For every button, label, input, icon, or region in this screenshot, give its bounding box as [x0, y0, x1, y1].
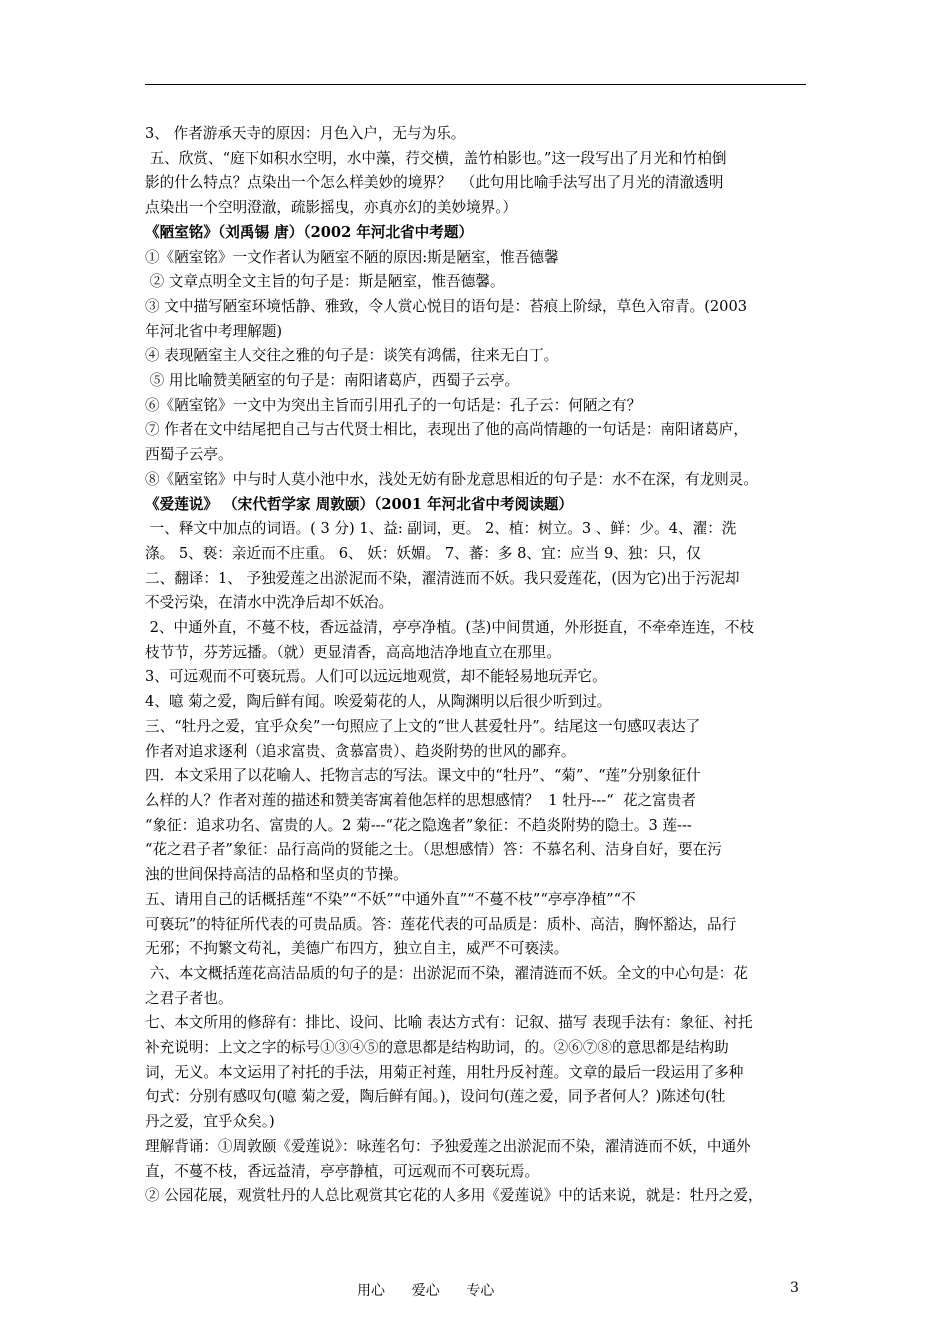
text-line: 一、释文中加点的词语。( 3 分) 1、益: 副词，更。 2、植：树立。3 、鲜：少。4、濯：洗: [145, 520, 737, 538]
text-line: 么样的人？作者对莲的描述和赞美寄寓着他怎样的思想感情？ 1 牡丹---“ 花之富贵者: [145, 791, 696, 809]
text-line: ③ 文中描写陋室环境恬静、雅致，令人赏心悦目的语句是：苔痕上阶绿，草色入帘青。(2003: [145, 297, 748, 315]
text-line: 3、 作者游承天寺的原因：月色入户，无与为乐。: [145, 125, 466, 142]
text-line: 3、可远观而不可亵玩焉。人们可以远远地观赏，却不能轻易地玩弄它。: [145, 668, 607, 686]
text-line: ⑤ 用比喻赞美陋室的句子是：南阳诸葛庐，西蜀子云亭。: [145, 372, 520, 390]
text-line: ⑦ 作者在文中结尾把自己与古代贤士相比，表现出了他的高尚情趣的一句话是：南阳诸葛庐，: [145, 421, 748, 439]
text-line: 年河北省中考理解题): [145, 322, 283, 340]
footer-motto: 用心 爱心 专心: [357, 1283, 495, 1299]
text-line: 2、中通外直，不蔓不枝，香远益清，亭亭净植。(茎)中间贯通，外形挺直，不牵牵连连，不枝: [145, 619, 755, 637]
text-line: 作者对追求逐利（追求富贵、贪慕富贵）、趋炎附势的世风的鄙弃。: [145, 742, 576, 760]
text-line: 点染出一个空明澄澈，疏影摇曳，亦真亦幻的美妙境界。）: [145, 199, 518, 217]
text-line: ①《陋室铭》一文作者认为陋室不陋的原因:斯是陋室，惟吾德馨: [145, 248, 559, 266]
text-line: 四．本文采用了以花喻人、托物言志的写法。课文中的“牡丹”、“菊”、“莲”分别象征什: [145, 767, 701, 785]
text-line: 影的什么特点？点染出一个怎么样美妙的境界？ （此句用比喻手法写出了月光的清澈透明: [145, 174, 724, 192]
page-number: 3: [790, 1280, 799, 1296]
text-line: 西蜀子云亭。: [145, 446, 233, 464]
text-line: 七、本文所用的修辞有：排比、设问、比喻 表达方式有：记叙、描写 表现手法有：象征、衬托: [145, 1014, 753, 1032]
text-line: 无邪；不拘繁文苟礼，美德广布四方，独立自主，威严不可亵渎。: [145, 940, 569, 958]
text-line: ② 文章点明全文主旨的句子是：斯是陋室，惟吾德馨。: [145, 273, 505, 291]
text-line: 可亵玩”的特征所代表的可贵品质。答：莲花代表的可品质是：质朴、高洁，胸怀豁达，品行: [145, 915, 737, 933]
text-line: “象征：追求功名、富贵的人。2 菊---“花之隐逸者”象征：不趋炎附势的隐士。3 莲---: [145, 816, 692, 834]
text-line: 句式：分别有感叹句(噫 菊之爱，陶后鲜有闻。)，设问句(莲之爱，同予者何人？)陈述句(牡: [145, 1088, 726, 1106]
text-line: 词，无义。本文运用了衬托的手法，用菊正衬莲，用牡丹反衬莲。文章的最后一段运用了多种: [145, 1063, 744, 1081]
text-line: 4、噫 菊之爱，陶后鲜有闻。唉爱菊花的人，从陶渊明以后很少听到过。: [145, 693, 612, 711]
text-line: 涤。 5、亵：亲近而不庄重。 6、 妖：妖媚。 7、蕃：多 8、宜：应当 9、独：只，仅: [145, 544, 701, 562]
text-line: ④ 表现陋室主人交往之雅的句子是：谈笑有鸿儒，往来无白丁。: [145, 347, 559, 365]
text-line: ⑥《陋室铭》一文中为突出主旨而引用孔子的一句话是：孔子云：何陋之有？: [145, 396, 642, 414]
text-line: 五、欣赏、“庭下如积水空明，水中藻，荇交横，盖竹柏影也。”这一段写出了月光和竹柏倒: [145, 149, 727, 167]
section-heading: 《爱莲说》 （宋代哲学家 周敦颐）（2001 年河北省中考阅读题）: [145, 495, 573, 513]
text-line: 五、请用自己的话概括莲“不染”“不妖”“中通外直”“不蔓不枝”“亭亭净植”“不: [145, 890, 636, 908]
text-line: 六、本文概括莲花高洁品质的句子的是：出淤泥而不染，濯清涟而不妖。全文的中心句是：花: [145, 964, 748, 982]
text-line: 补充说明：上文之字的标号①③④⑤的意思都是结构助词，的。②⑥⑦⑧的意思都是结构助: [145, 1039, 729, 1057]
text-line: 浊的世间保持高洁的品格和坚贞的节操。: [145, 866, 408, 884]
text-line: “花之君子者”象征：品行高尚的贤能之士。（思想感情）答：不慕名利、洁身自好，要在污: [145, 841, 722, 859]
text-line: ⑧《陋室铭》中与时人莫小池中水，浅处无妨有卧龙意思相近的句子是：水不在深，有龙则灵。: [145, 470, 758, 488]
text-line: 直，不蔓不枝，香远益清，亭亭静植，可远观而不可亵玩焉。: [145, 1162, 540, 1180]
text-line: 枝节节，芬芳远播。（就）更显清香，高高地洁净地直立在那里。: [145, 643, 561, 661]
text-line: 之君子者也。: [145, 989, 233, 1007]
text-line: 不受污染，在清水中洗净后却不妖冶。: [145, 594, 394, 612]
text-line: 丹之爱，宜乎众矣。): [145, 1113, 275, 1131]
text-line: ② 公园花展，观赏牡丹的人总比观赏其它花的人多用《爱莲说》中的话来说，就是：牡丹之爱，: [145, 1187, 763, 1205]
page-footer: [0, 1280, 950, 1300]
text-line: 三、“牡丹之爱，宜乎众矣”一句照应了上文的“世人甚爱牡丹”。结尾这一句感叹表达了: [145, 717, 701, 735]
text-line: 理解背诵：①周敦颐《爱莲说》：咏莲名句：予独爱莲之出淤泥而不染，濯清涟而不妖，中通外: [145, 1137, 751, 1155]
section-heading: 《陋室铭》（刘禹锡 唐）（2002 年河北省中考题）: [145, 223, 474, 241]
text-line: 二、翻译：1、 予独爱莲之出淤泥而不染，濯清涟而不妖。我只爱莲花，(因为它)出于污泥却: [145, 569, 740, 587]
document-body: [145, 122, 810, 1209]
header-rule: [145, 84, 806, 85]
